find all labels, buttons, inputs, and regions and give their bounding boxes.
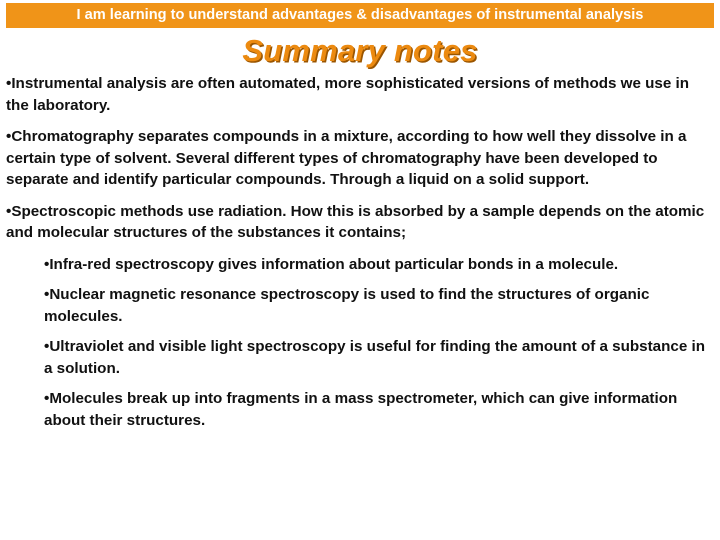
notes-body bbox=[6, 73, 714, 440]
sub-bullet-infra-red bbox=[44, 254, 714, 276]
bullet-marker: • bbox=[6, 202, 12, 220]
sub-bullet-nmr bbox=[44, 284, 714, 327]
bullet-marker: • bbox=[6, 128, 12, 145]
slide-title: Summary notes bbox=[242, 33, 478, 68]
bullet-instrumental-analysis bbox=[6, 73, 710, 116]
bullet-text: Spectroscopic methods use radiation. How this is absorbed by a sample depends on the atomic and molecular structures of the substances it contains; bbox=[6, 202, 705, 241]
sub-bullet-mass-spectrometer bbox=[44, 388, 714, 431]
bullet-chromatography bbox=[6, 126, 710, 191]
bullet-spectroscopic-methods bbox=[6, 201, 710, 244]
bullet-text: Molecules break up into fragments in a mass spectrometer, which can give information about their structures. bbox=[44, 390, 678, 429]
bullet-marker: • bbox=[44, 255, 50, 273]
bullet-marker: • bbox=[44, 286, 50, 303]
bullet-marker: • bbox=[44, 390, 50, 407]
banner-text: I am learning to understand advantages & disadvantages of instrumental analysis bbox=[76, 7, 644, 23]
bullet-text: Ultraviolet and visible light spectroscopy is useful for finding the amount of a substance in a solution. bbox=[44, 338, 706, 377]
bullet-text: Nuclear magnetic resonance spectroscopy is used to find the structures of organic molecules. bbox=[44, 286, 650, 325]
sub-bullet-uv-visible bbox=[44, 336, 714, 379]
header-banner bbox=[6, 3, 714, 28]
bullet-marker: • bbox=[44, 338, 50, 355]
bullet-text: Infra-red spectroscopy gives information about particular bonds in a molecule. bbox=[49, 255, 619, 273]
bullet-marker: • bbox=[6, 75, 12, 92]
bullet-text: Instrumental analysis are often automated, more sophisticated versions of methods we use in the laboratory. bbox=[6, 75, 690, 114]
bullet-text: Chromatography separates compounds in a mixture, according to how well they dissolve in a certain type of solvent. Several different types of chromatography have been developed to separate and identify particular compounds. Through a liquid on a solid support. bbox=[6, 128, 687, 188]
